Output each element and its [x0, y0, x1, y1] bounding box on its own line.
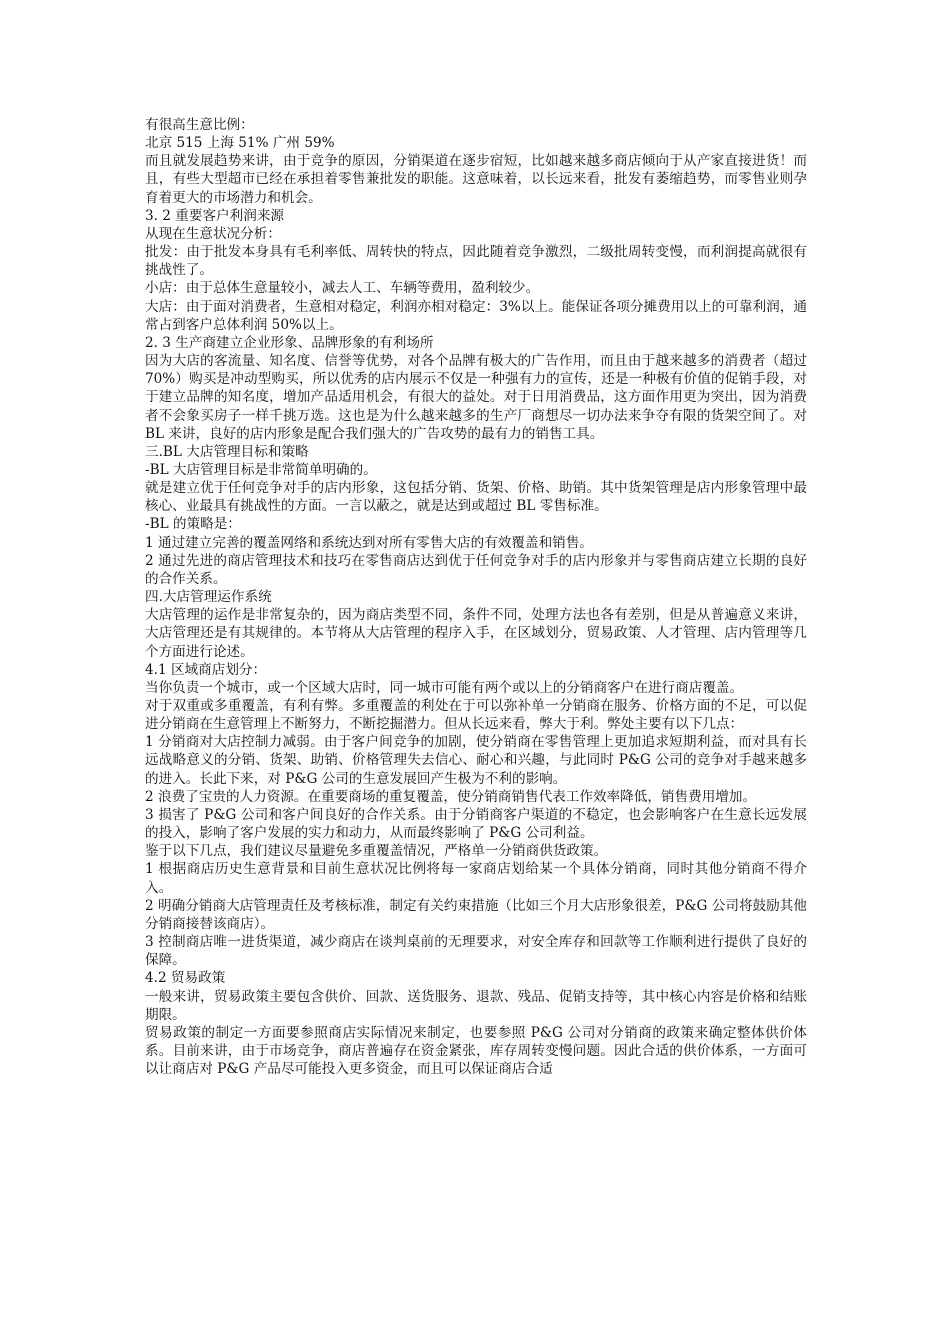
paragraph: 大店管理的运作是非常复杂的，因为商店类型不同，条件不同，处理方法也各有差别，但是从普遍意义来讲，大店管理还是有其规律的。本节将从大店管理的程序入手，在区域划分，贸易政策、人才管理、店内管理等几个方面进行论述。 [145, 607, 807, 660]
list-item: 2 通过先进的商店管理技术和技巧在零售商店达到优于任何竞争对手的店内形象并与零售商店建立长期的良好的合作关系。 [145, 552, 807, 587]
paragraph: 而且就发展趋势来讲，由于竞争的原因，分销渠道在逐步宿短，比如越来越多商店倾向于从产家直接进货！而且，有些大型超市已经在承担着零售兼批发的职能。这意味着，以长远来看，批发有萎缩趋势，而零售业则孕育着更大的市场潜力和机会。 [145, 153, 807, 206]
text-line: 北京 515 上海 51% 广州 59% [145, 135, 335, 152]
list-item: 3 控制商店唯一进货渠道，减少商店在谈判桌前的无理要求，对安全库存和回款等工作顺利进行提供了良好的保障。 [145, 934, 807, 969]
text-line: 从现在生意状况分析： [145, 225, 281, 242]
list-item: 3 损害了 P&G 公司和客户间良好的合作关系。由于分销商客户渠道的不稳定，也会影响客户在生意长远发展的投入，影响了客户发展的实力和动力，从而最终影响了 P&G 公司利益。 [145, 806, 807, 842]
paragraph: 小店：由于总体生意量较小，减去人工、车辆等费用，盈利较少。 [145, 280, 540, 297]
list-item: 1 根据商店历史生意背景和目前生意状况比例将每一家商店划给某一个具体分销商，同时其他分销商不得介入。 [145, 861, 807, 896]
list-item: 1 通过建立完善的覆盖网络和系统达到对所有零售大店的有效覆盖和销售。 [145, 534, 593, 551]
section-heading: 三.BL 大店管理目标和策略 [145, 443, 309, 460]
list-item: 2 浪费了宝贵的人力资源。在重要商场的重复覆盖，使分销商销售代表工作效率降低，销售费用增加。 [145, 788, 757, 805]
paragraph: 批发：由于批发本身具有毛利率低、周转快的特点，因此随着竞争激烈，二级批周转变慢，而利润提高就很有挑战性了。 [145, 244, 807, 279]
paragraph: 因为大店的客流量、知名度、信誉等优势，对各个品牌有极大的广告作用，而且由于越来越多的消费者（超过 70%）购买是冲动型购买，所以优秀的店内展示不仅是一种强有力的宣传，还是一种极有价值的促销手段，对于建立品牌的知名度，增加产品适用机会，有很大的益处。对于日用消费品，这方面作用更为突出，因为消费者不会象买房子一样千挑万选。这也是为什么越来越多的生产厂商想尽一切办法来争夺有限的货架空间了。对 BL 来讲，良好的店内形象是配合我们强大的广告攻势的最有力的销售工具。 [145, 353, 807, 442]
list-item: 2 明确分销商大店管理责任及考核标准，制定有关约束措施（比如三个月大店形象很差，P&G 公司将鼓励其他分销商接替该商店）。 [145, 897, 807, 932]
paragraph: 鉴于以下几点，我们建议尽量避免多重覆盖情况，严格单一分销商供货政策。 [145, 843, 608, 860]
section-heading: 2. 3 生产商建立企业形象、品牌形象的有利场所 [145, 334, 434, 351]
paragraph: -BL 大店管理目标是非常简单明确的。 [145, 461, 377, 478]
list-item: 1 分销商对大店控制力减弱。由于客户间竞争的加剧，使分销商在零售管理上更加追求短期利益，而对具有长远战略意义的分销、货架、助销、价格管理失去信心、耐心和兴趣，与此同时 P&G 公司的竞争对手越来越多的进入。长此下来，对 P&G 公司的生意发展回产生极为不利的影响。 [145, 734, 807, 787]
document-page [145, 116, 807, 1078]
section-heading: 3. 2 重要客户利润来源 [145, 207, 285, 224]
paragraph: 大店：由于面对消费者，生意相对稳定，利润亦相对稳定：3%以上。能保证各项分摊费用以上的可靠利润，通常占到客户总体利润 50%以上。 [145, 298, 807, 333]
paragraph: 一般来讲，贸易政策主要包含供价、回款、送货服务、退款、残品、促销支持等，其中核心内容是价格和结账期限。 [145, 988, 807, 1023]
section-heading: 4.1 区域商店划分： [145, 661, 267, 678]
section-heading: 4.2 贸易政策 [145, 970, 226, 987]
paragraph: -BL 的策略是： [145, 516, 241, 533]
section-heading: 四.大店管理运作系统 [145, 589, 272, 606]
paragraph: 对于双重或多重覆盖，有利有弊。多重覆盖的利处在于可以弥补单一分销商在服务、价格方面的不足，可以促进分销商在生意管理上不断努力，不断挖掘潜力。但从长远来看，弊大于利。弊处主要有以下几点： [145, 698, 807, 733]
text-line: 有很高生意比例： [145, 117, 254, 133]
paragraph: 贸易政策的制定一方面要参照商店实际情况来制定，也要参照 P&G 公司对分销商的政策来确定整体供价体系。目前来讲，由于市场竞争，商店普遍存在资金紧张，库存周转变慢问题。因此合适的供价体系，一方面可以让商店对 P&G 产品尽可能投入更多资金，而且可以保证商店合适 [145, 1024, 807, 1078]
paragraph: 就是建立优于任何竞争对手的店内形象，这包括分销、货架、价格、助销。其中货架管理是店内形象管理中最核心、业最具有挑战性的方面。一言以蔽之，就是达到或超过 BL 零售标准。 [145, 480, 807, 515]
paragraph: 当你负责一个城市，或一个区域大店时，同一城市可能有两个或以上的分销商客户在进行商店覆盖。 [145, 679, 744, 696]
